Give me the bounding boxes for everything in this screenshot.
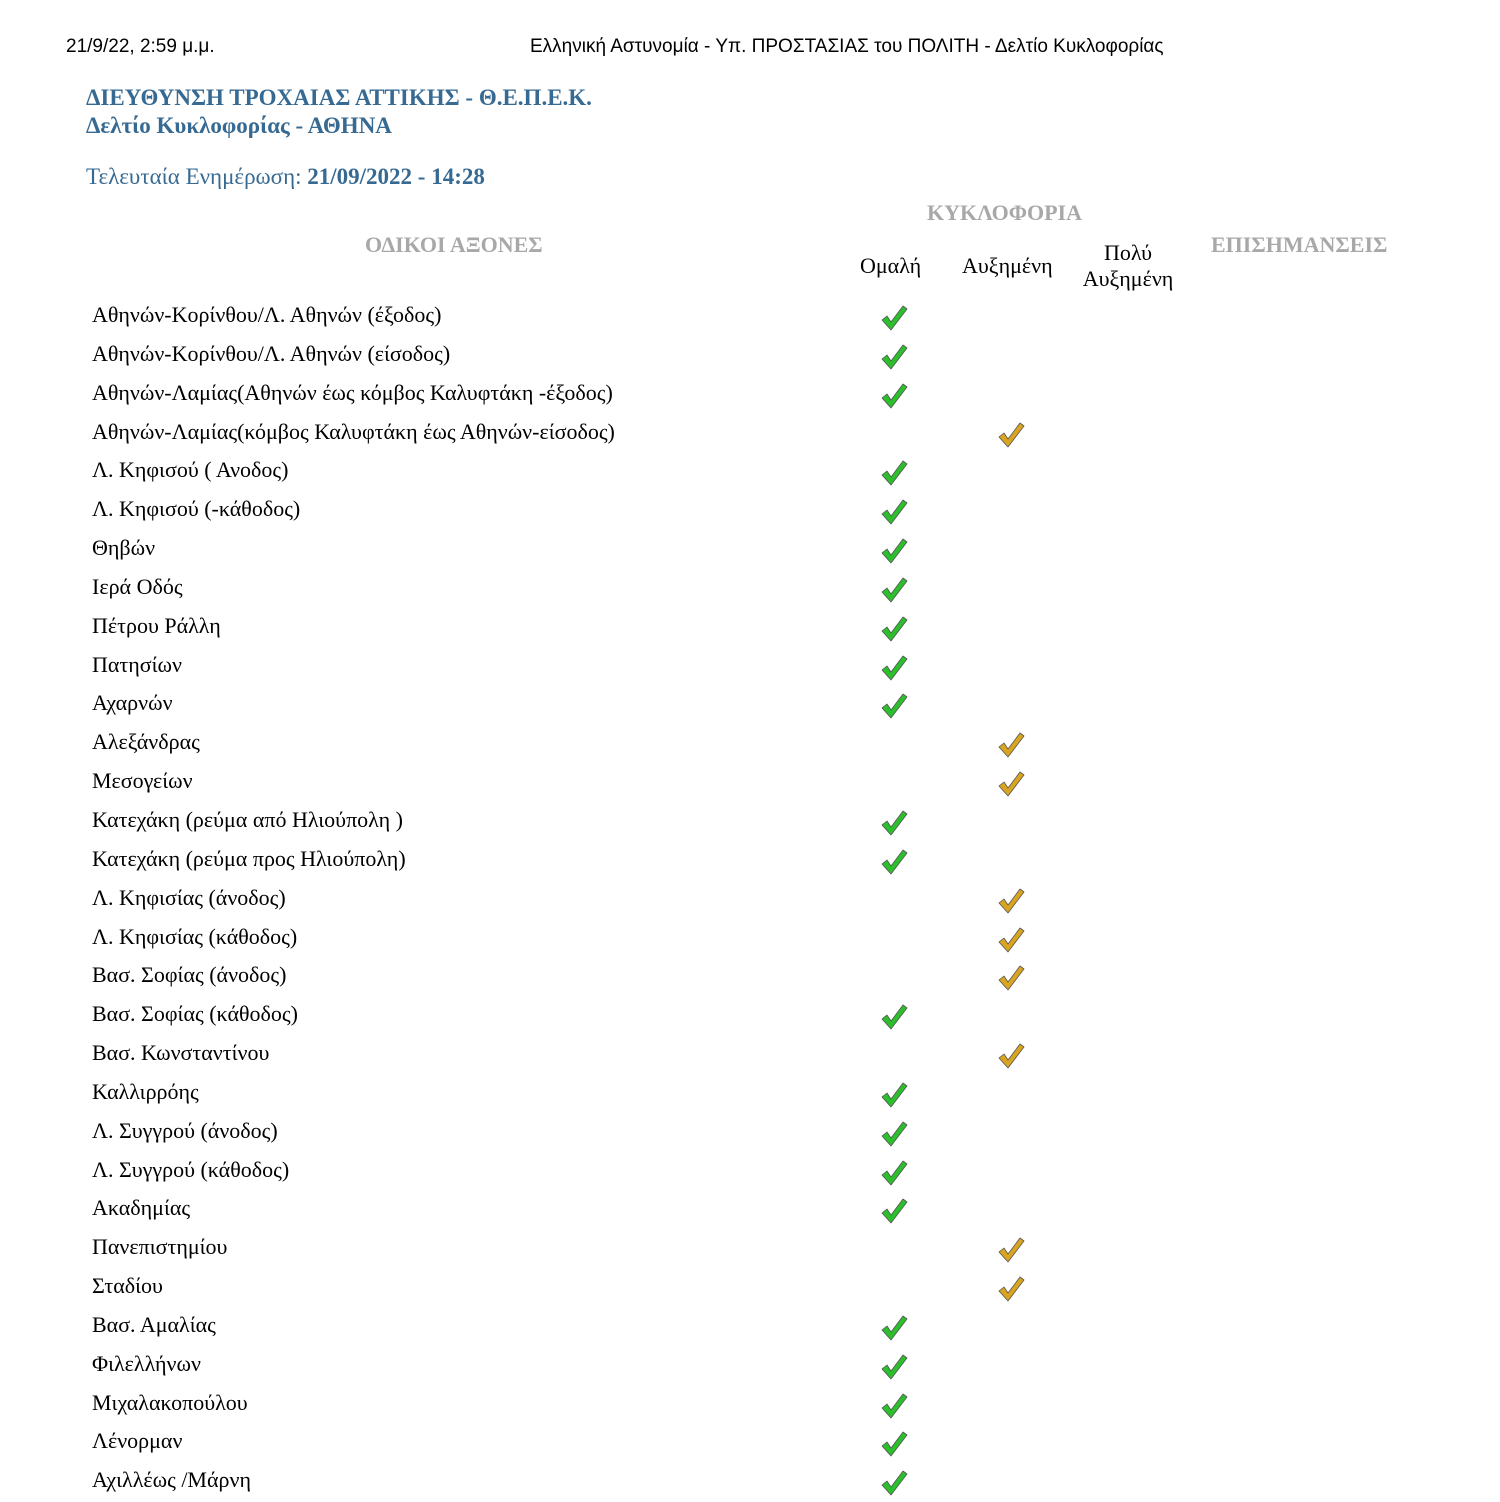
green-check-icon — [879, 1159, 909, 1187]
yellow-check-icon — [996, 926, 1026, 954]
last-update — [86, 164, 485, 190]
table-row — [0, 803, 1500, 842]
road-name: Αθηνών-Κορίνθου/Λ. Αθηνών (έξοδος) — [92, 302, 442, 327]
table-row — [0, 1347, 1500, 1386]
green-check-icon — [879, 498, 909, 526]
road-name: Καλλιρρόης — [92, 1078, 199, 1104]
road-name: Ακαδημίας — [92, 1195, 191, 1221]
report-title-line1: ΔΙΕΥΘΥΝΣΗ ΤΡΟΧΑΙΑΣ ΑΤΤΙΚΗΣ - Θ.Ε.Π.Ε.Κ. — [86, 85, 592, 110]
print-datetime: 21/9/22, 2:59 μ.μ. — [66, 36, 215, 57]
green-check-icon — [879, 1120, 909, 1148]
road-name: Μιχαλακοπούλου — [92, 1389, 248, 1415]
green-check-icon — [879, 459, 909, 487]
road-name: Λ. Κηφισίας (άνοδος) — [92, 884, 286, 910]
table-row — [0, 1230, 1500, 1269]
yellow-check-icon — [996, 887, 1026, 915]
table-row — [0, 725, 1500, 764]
report-title — [86, 84, 592, 140]
table-row — [0, 997, 1500, 1036]
road-name: Λ. Συγγρού (άνοδος) — [92, 1117, 278, 1143]
road-name: Σταδίου — [92, 1273, 163, 1299]
level-increased-header: Αυξημένη — [962, 253, 1053, 278]
road-name: Αθηνών-Λαμίας(Αθηνών έως κόμβος Καλυφτάκη -έξοδος) — [92, 379, 613, 405]
table-row — [0, 1075, 1500, 1114]
table-row — [0, 1191, 1500, 1230]
table-row — [0, 764, 1500, 803]
table-row — [0, 1036, 1500, 1075]
table-row — [0, 376, 1500, 415]
green-check-icon — [879, 1469, 909, 1497]
table-row — [0, 1386, 1500, 1425]
roads-column-header: ΟΔΙΚΟΙ ΑΞΟΝΕΣ — [365, 232, 543, 257]
green-check-icon — [879, 848, 909, 876]
road-name: Αχιλλέως /Μάρνη — [92, 1467, 251, 1493]
table-row — [0, 1269, 1500, 1308]
table-row — [0, 648, 1500, 687]
road-name: Βασ. Σοφίας (κάθοδος) — [92, 1001, 298, 1027]
green-check-icon — [879, 304, 909, 332]
last-update-value: 21/09/2022 - 14:28 — [307, 164, 485, 189]
road-name: Αθηνών-Λαμίας(κόμβος Καλυφτάκη έως Αθηνών-είσοδος) — [92, 418, 615, 444]
green-check-icon — [879, 809, 909, 837]
road-name: Λ. Κηφισού (-κάθοδος) — [92, 496, 301, 522]
table-row — [0, 1114, 1500, 1153]
yellow-check-icon — [996, 770, 1026, 798]
road-name: Αχαρνών — [92, 690, 173, 716]
green-check-icon — [879, 1003, 909, 1031]
green-check-icon — [879, 343, 909, 371]
yellow-check-icon — [996, 964, 1026, 992]
green-check-icon — [879, 1353, 909, 1381]
green-check-icon — [879, 1081, 909, 1109]
green-check-icon — [879, 1197, 909, 1225]
table-row — [0, 881, 1500, 920]
table-row — [0, 298, 1500, 337]
traffic-table — [0, 298, 1500, 1502]
green-check-icon — [879, 382, 909, 410]
traffic-column-header: ΚΥΚΛΟΦΟΡΙΑ — [927, 200, 1082, 225]
green-check-icon — [879, 615, 909, 643]
table-row — [0, 1153, 1500, 1192]
road-name: Αλεξάνδρας — [92, 729, 200, 755]
table-row — [0, 842, 1500, 881]
green-check-icon — [879, 537, 909, 565]
table-row — [0, 609, 1500, 648]
table-row — [0, 1424, 1500, 1463]
green-check-icon — [879, 692, 909, 720]
table-row — [0, 531, 1500, 570]
table-row — [0, 337, 1500, 376]
road-name: Κατεχάκη (ρεύμα από Ηλιούπολη ) — [92, 806, 403, 832]
road-name: Πέτρου Ράλλη — [92, 612, 221, 638]
road-name: Βασ. Σοφίας (άνοδος) — [92, 962, 287, 988]
table-row — [0, 686, 1500, 725]
road-name: Βασ. Κωνσταντίνου — [92, 1040, 270, 1066]
table-row — [0, 920, 1500, 959]
road-name: Πανεπιστημίου — [92, 1234, 228, 1260]
road-name: Λ. Κηφισού ( Ανοδος) — [92, 457, 289, 483]
road-name: Λ. Κηφισίας (κάθοδος) — [92, 923, 298, 949]
yellow-check-icon — [996, 1236, 1026, 1264]
table-row — [0, 453, 1500, 492]
last-update-label: Τελευταία Ενημέρωση: — [86, 164, 302, 189]
green-check-icon — [879, 1314, 909, 1342]
road-name: Ιερά Οδός — [92, 573, 183, 599]
road-name: Φιλελλήνων — [92, 1350, 201, 1376]
road-name: Αθηνών-Κορίνθου/Λ. Αθηνών (είσοδος) — [92, 340, 451, 366]
road-name: Θηβών — [92, 535, 156, 561]
table-row — [0, 958, 1500, 997]
print-page-title: Ελληνική Αστυνομία - Υπ. ΠΡΟΣΤΑΣΙΑΣ του ΠΟΛΙΤΗ - Δελτίο Κυκλοφορίας — [530, 36, 1164, 57]
road-name: Μεσογείων — [92, 768, 193, 794]
table-row — [0, 415, 1500, 454]
level-heavy-header — [1078, 240, 1178, 292]
notes-column-header: ΕΠΙΣΗΜΑΝΣΕΙΣ — [1211, 232, 1388, 257]
road-name: Λένορμαν — [92, 1428, 183, 1454]
road-name: Βασ. Αμαλίας — [92, 1311, 216, 1337]
yellow-check-icon — [996, 731, 1026, 759]
level-heavy-header-line2: Αυξημένη — [1082, 266, 1174, 291]
yellow-check-icon — [996, 1275, 1026, 1303]
table-row — [0, 1463, 1500, 1502]
table-row — [0, 570, 1500, 609]
green-check-icon — [879, 1392, 909, 1420]
road-name: Κατεχάκη (ρεύμα προς Ηλιούπολη) — [92, 845, 406, 871]
table-row — [0, 492, 1500, 531]
level-normal-header: Ομαλή — [860, 253, 922, 278]
table-row — [0, 1308, 1500, 1347]
green-check-icon — [879, 576, 909, 604]
road-name: Πατησίων — [92, 651, 182, 677]
level-heavy-header-line1: Πολύ — [1103, 240, 1153, 265]
green-check-icon — [879, 1430, 909, 1458]
report-title-line2: Δελτίο Κυκλοφορίας - ΑΘΗΝΑ — [86, 113, 392, 138]
green-check-icon — [879, 654, 909, 682]
yellow-check-icon — [996, 1042, 1026, 1070]
road-name: Λ. Συγγρού (κάθοδος) — [92, 1156, 290, 1182]
yellow-check-icon — [996, 421, 1026, 449]
